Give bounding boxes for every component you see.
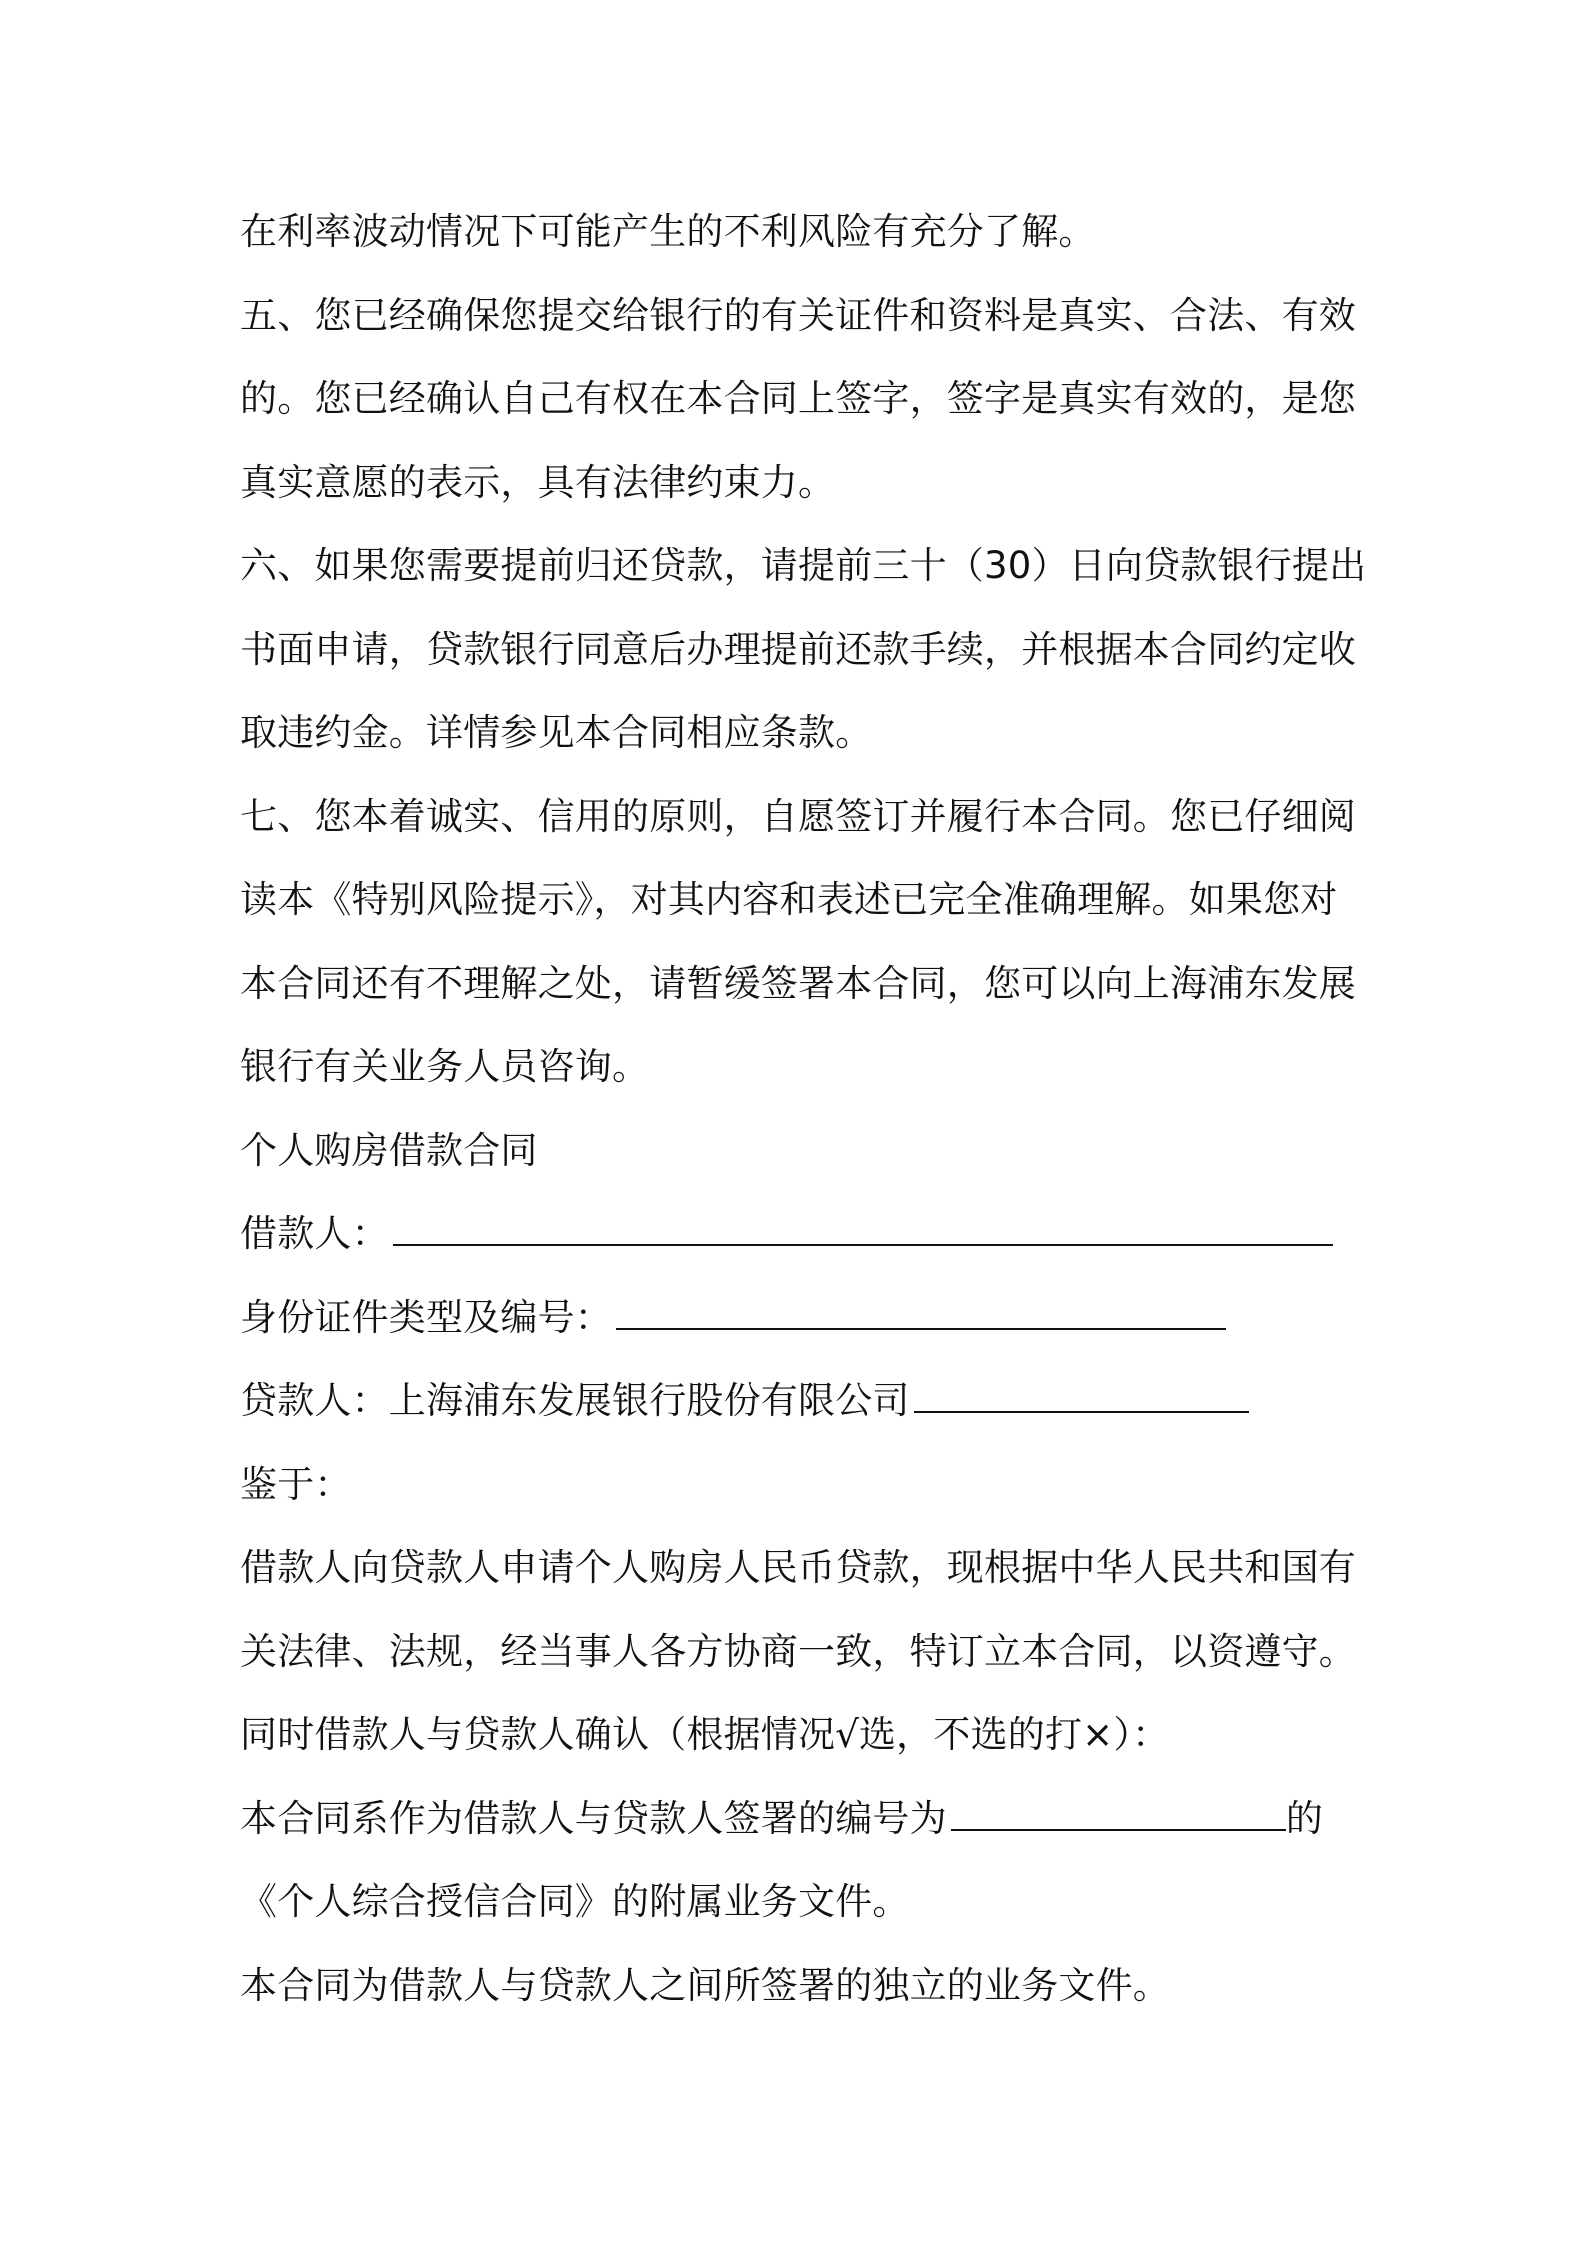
paragraph-line: 五、您已经确保您提交给银行的有关证件和资料是真实、合法、有效 <box>240 293 1356 337</box>
paragraph-line: 的。您已经确认自己有权在本合同上签字，签字是真实有效的，是您 <box>240 377 1356 420</box>
contract-number-prefix: 本合同系作为借款人与贷款人签署的编号为 <box>240 1796 947 1840</box>
lender-row <box>240 1359 1360 1443</box>
paragraph-line: 书面申请，贷款银行同意后办理提前还款手续，并根据本合同约定收 <box>240 627 1356 671</box>
lender-fill-blank[interactable] <box>914 1371 1249 1413</box>
paragraph-line: 真实意愿的表示，具有法律约束力。 <box>240 460 836 504</box>
paragraph-line: 关法律、法规，经当事人各方协商一致，特订立本合同，以资遵守。 <box>240 1629 1356 1673</box>
id-fill-blank[interactable] <box>616 1288 1226 1330</box>
whereas-heading: 鉴于： <box>240 1462 352 1506</box>
borrower-row <box>240 1192 1360 1276</box>
borrower-fill-blank[interactable] <box>393 1204 1333 1246</box>
contract-number-suffix: 的 <box>1285 1796 1324 1840</box>
contract-number-fill-blank[interactable] <box>951 1789 1286 1831</box>
paragraph-line: 同时借款人与贷款人确认（根据情况√选，不选的打×）： <box>240 1713 1170 1756</box>
paragraph-line: 银行有关业务人员咨询。 <box>240 1045 650 1088</box>
paragraph-line: 在利率波动情况下可能产生的不利风险有充分了解。 <box>240 210 1096 253</box>
paragraph-line: 本合同还有不理解之处，请暂缓签署本合同，您可以向上海浦东发展 <box>240 961 1356 1005</box>
document-body <box>240 190 1367 2027</box>
paragraph-line: 读本《特别风险提示》，对其内容和表述已完全准确理解。如果您对 <box>240 878 1338 921</box>
lender-label: 贷款人：上海浦东发展银行股份有限公司 <box>240 1379 910 1422</box>
paragraph-line: 借款人向贷款人申请个人购房人民币贷款，现根据中华人民共和国有 <box>240 1546 1356 1589</box>
paragraph-line: 七、您本着诚实、信用的原则，自愿签订并履行本合同。您已仔细阅 <box>240 794 1356 838</box>
contract-title: 个人购房借款合同 <box>240 1128 538 1172</box>
id-row <box>240 1276 1360 1360</box>
borrower-label: 借款人： <box>240 1212 389 1255</box>
contract-number-row <box>240 1777 1360 1861</box>
paragraph-line: 取违约金。详情参见本合同相应条款。 <box>240 711 873 754</box>
id-label: 身份证件类型及编号： <box>240 1295 612 1339</box>
attached-doc-line: 《个人综合授信合同》的附属业务文件。 <box>240 1880 910 1923</box>
paragraph-line: 六、如果您需要提前归还贷款，请提前三十（30）日向贷款银行提出 <box>240 544 1367 587</box>
independent-doc-line: 本合同为借款人与贷款人之间所签署的独立的业务文件。 <box>240 1963 1170 2007</box>
